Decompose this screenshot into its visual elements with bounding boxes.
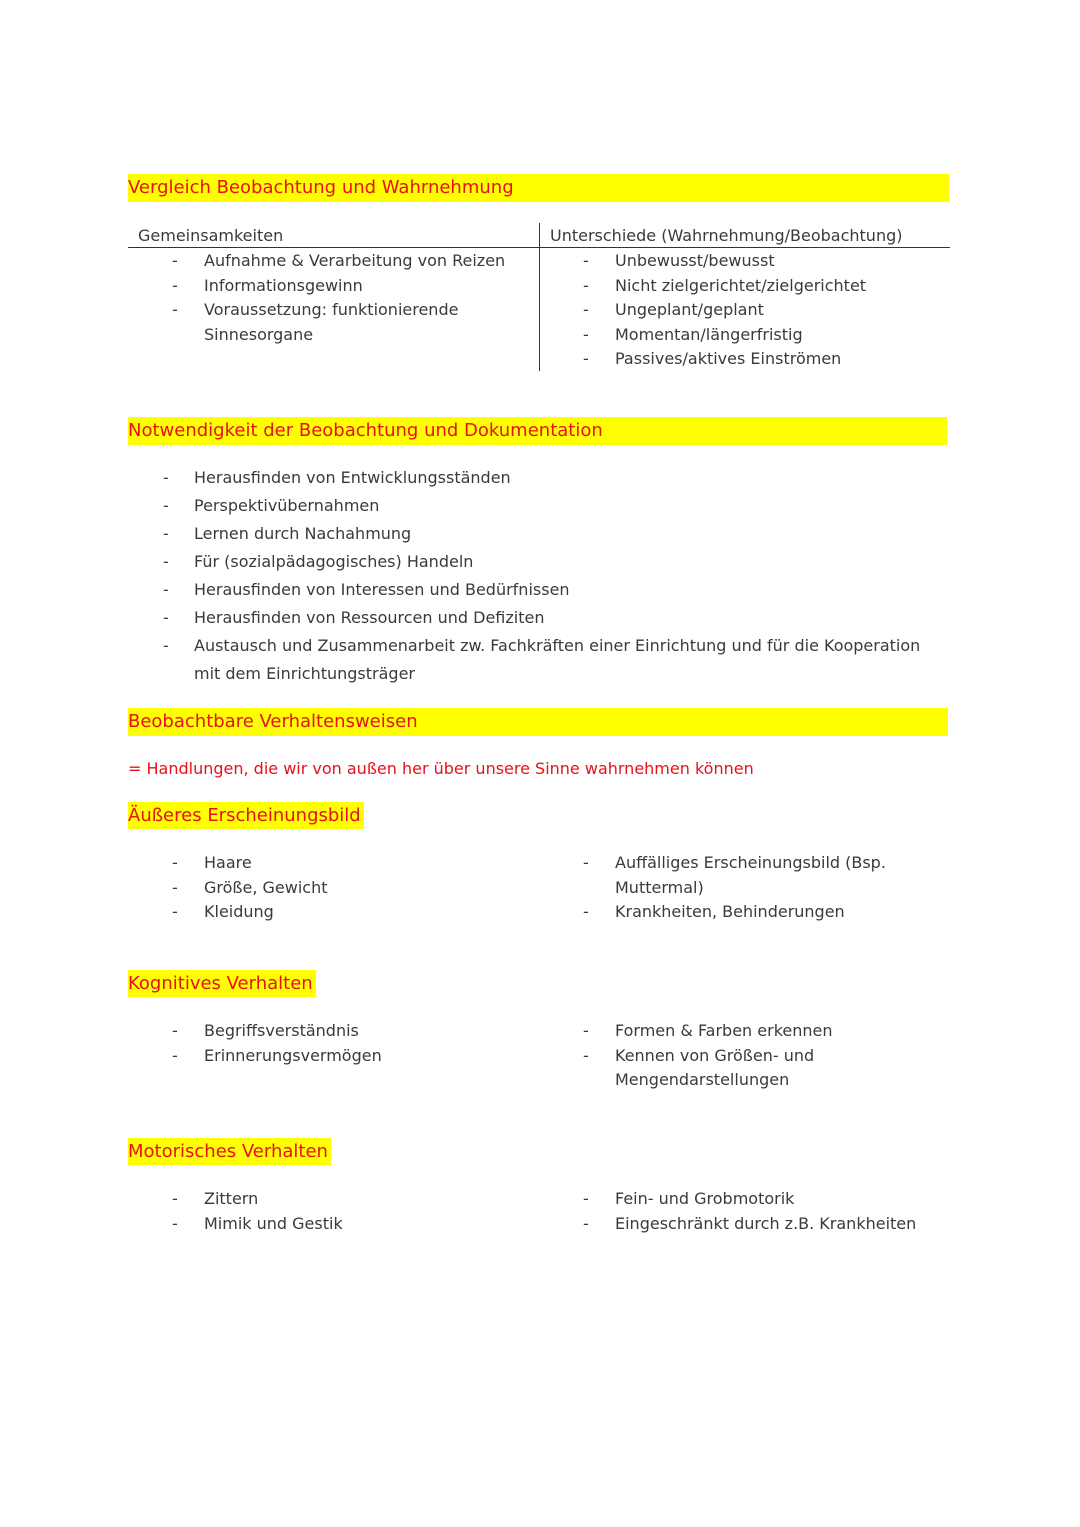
heading-text: Kognitives Verhalten [128, 973, 313, 994]
definition-text: = Handlungen, die wir von außen her über unsere Sinne wahrnehmen können [128, 759, 754, 778]
table-header-gemeinsamkeiten: Gemeinsamkeiten [138, 226, 284, 245]
list-gemeinsamkeiten [172, 249, 524, 347]
list-item: - Herausfinden von Entwicklungsständen [163, 468, 511, 487]
list-item: - Kennen von Größen- und Mengendarstellungen [583, 1045, 815, 1089]
list-item: - Informationsgewinn [172, 275, 363, 295]
list-motorisches-left [172, 1187, 504, 1236]
list-item: - Unbewusst/bewusst [583, 251, 775, 270]
section-heading-motorisches [128, 1138, 331, 1165]
list-item: - Für (sozialpädagogisches) Handeln [163, 552, 474, 571]
list-unterschiede [583, 249, 945, 372]
list-item: - Herausfinden von Interessen und Bedürfnissen [163, 580, 570, 599]
list-item: - Haare [172, 853, 252, 872]
list-item: - Mimik und Gestik [172, 1213, 343, 1233]
list-item: - Krankheiten, Behinderungen [583, 902, 845, 921]
section-heading-beobachtbare [128, 708, 948, 736]
list-item: - Momentan/längerfristig [583, 324, 803, 344]
heading-text: Beobachtbare Verhaltensweisen [128, 711, 418, 732]
list-item: - Formen & Farben erkennen [583, 1021, 833, 1040]
list-notwendigkeit [163, 464, 954, 688]
section-heading-vergleich [128, 174, 949, 202]
list-item: - Fein- und Grobmotorik [583, 1189, 795, 1208]
list-item: - Erinnerungsvermögen [172, 1045, 382, 1065]
heading-text: Notwendigkeit der Beobachtung und Dokumentation [128, 420, 603, 441]
list-motorisches-right [583, 1187, 945, 1236]
list-kognitives-right [583, 1019, 865, 1093]
section-heading-notwendigkeit [128, 417, 947, 445]
list-item: - Kleidung [172, 902, 274, 921]
heading-text: Äußeres Erscheinungsbild [128, 805, 361, 826]
list-aeusseres-left [172, 851, 504, 925]
list-item: - Nicht zielgerichtet/zielgerichtet [583, 275, 867, 295]
list-aeusseres-right [583, 851, 905, 925]
list-item: - Eingeschränkt durch z.B. Krankheiten [583, 1213, 917, 1233]
list-item: - Lernen durch Nachahmung [163, 524, 412, 543]
list-item: - Größe, Gewicht [172, 877, 328, 897]
list-item: - Perspektivübernahmen [163, 496, 380, 515]
heading-text: Vergleich Beobachtung und Wahrnehmung [128, 177, 514, 198]
table-header-unterschiede: Unterschiede (Wahrnehmung/Beobachtung) [550, 226, 903, 245]
heading-text: Motorisches Verhalten [128, 1141, 328, 1162]
list-item: - Passives/aktives Einströmen [583, 349, 842, 368]
list-item: - Herausfinden von Ressourcen und Defiziten [163, 608, 545, 627]
section-heading-aeusseres [128, 802, 364, 829]
list-kognitives-left [172, 1019, 504, 1068]
list-item: - Auffälliges Erscheinungsbild (Bsp. Muttermal) [583, 853, 886, 897]
list-item: - Zittern [172, 1189, 259, 1208]
table-column-divider [539, 223, 540, 371]
section-heading-kognitives [128, 970, 316, 997]
list-item: - Austausch und Zusammenarbeit zw. Fachkräften einer Einrichtung und für die Kooperation mit dem Einrichtungsträger [163, 636, 921, 683]
list-item: - Begriffsverständnis [172, 1021, 359, 1040]
list-item: - Aufnahme & Verarbeitung von Reizen [172, 251, 506, 270]
list-item: - Voraussetzung: funktionierende Sinnesorgane [172, 300, 459, 344]
list-item: - Ungeplant/geplant [583, 300, 764, 319]
